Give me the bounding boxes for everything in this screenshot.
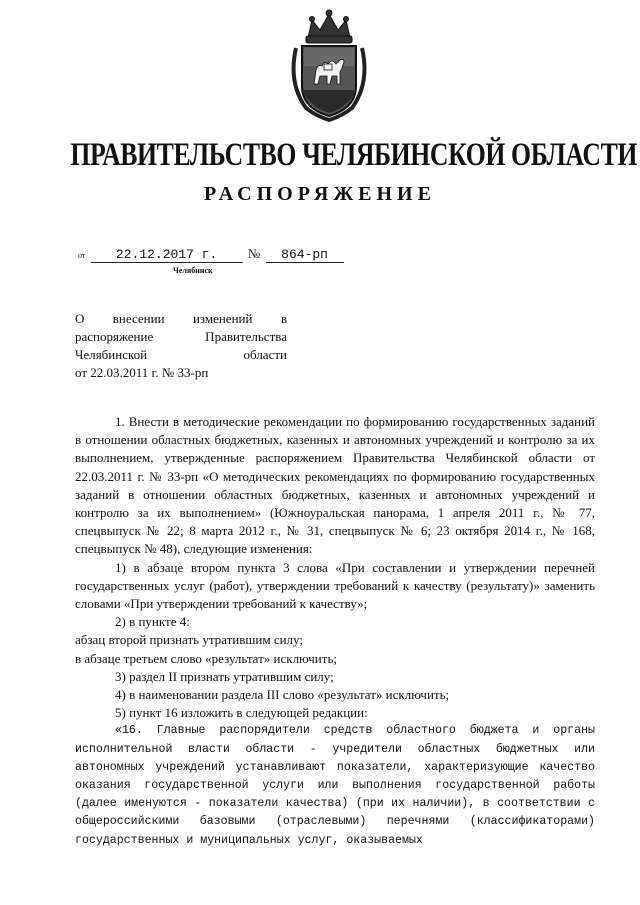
body-paragraph: 5) пункт 16 изложить в следующей редакции: — [115, 705, 368, 721]
date-from-label: от — [78, 251, 86, 260]
body-paragraph: в абзаце третьем слово «результат» исключить; — [75, 650, 337, 666]
date-number-line — [78, 246, 344, 263]
body-paragraph: 4) в наименовании раздела III слово «результат» исключить; — [115, 687, 450, 703]
document-type: РАСПОРЯЖЕНИЕ — [204, 183, 436, 205]
body-paragraph: «16. Главные распорядители средств областного бюджета и органы исполнительной власти области - учредители областных бюджетных или автономных учреждений устанавливают показатели, характеризующие качество оказания государственной услуги или выполнения государственной работы (далее именуются - показатели качества) (при их наличии), в соответствии с общероссийскими базовыми (отраслевыми) перечнями (классификаторами) государственных и муниципальных услуг, оказываемых — [75, 724, 595, 847]
document-date: 22.12.2017 г. — [91, 247, 243, 263]
document-number: 864-рп — [266, 247, 344, 263]
subject-line: Челябинской области — [75, 347, 287, 362]
body-paragraph: 1) в абзаце втором пункта 3 слова «При составлении и утверждении перечней государственных услуг (работ), утверждении требований к качеству (результату)» заменить словами «При утверждении требований к качеству»; — [75, 559, 595, 612]
number-label: № — [247, 246, 261, 261]
subject-line: распоряжение Правительства — [75, 329, 287, 344]
coat-of-arms-icon — [286, 8, 372, 124]
body-paragraph: абзац второй признать утратившим силу; — [75, 632, 303, 648]
body-paragraph: 3) раздел II признать утратившим силу; — [115, 668, 334, 684]
body-paragraph: 2) в пункте 4: — [115, 614, 190, 630]
city-label: Челябинск — [173, 266, 213, 275]
document-subject — [75, 310, 287, 382]
subject-line: от 22.03.2011 г. № 33-рп — [75, 365, 209, 380]
government-title: ПРАВИТЕЛЬСТВО ЧЕЛЯБИНСКОЙ ОБЛАСТИ — [70, 137, 637, 173]
subject-line: О внесении изменений в — [75, 311, 287, 326]
document-body — [75, 413, 595, 850]
body-paragraph: 1. Внести в методические рекомендации по формированию государственных заданий в отношении областных бюджетных, казенных и автономных учреждений и контролю за их выполнением, утвержденные распоряжением Правительства Челябинской области от 22.03.2011 г. № 33-рп «О методических рекомендациях по формированию государственных заданий в отношении областных бюджетных, казенных и автономных учреждений и контролю за их выполнением» (Южноуральская панорама, 1 апреля 2011 г., № 77, спецвыпуск № 22; 8 марта 2012 г., № 31, спецвыпуск № 6; 23 октября 2014 г., № 168, спецвыпуск № 48), следующие изменения: — [75, 414, 595, 557]
